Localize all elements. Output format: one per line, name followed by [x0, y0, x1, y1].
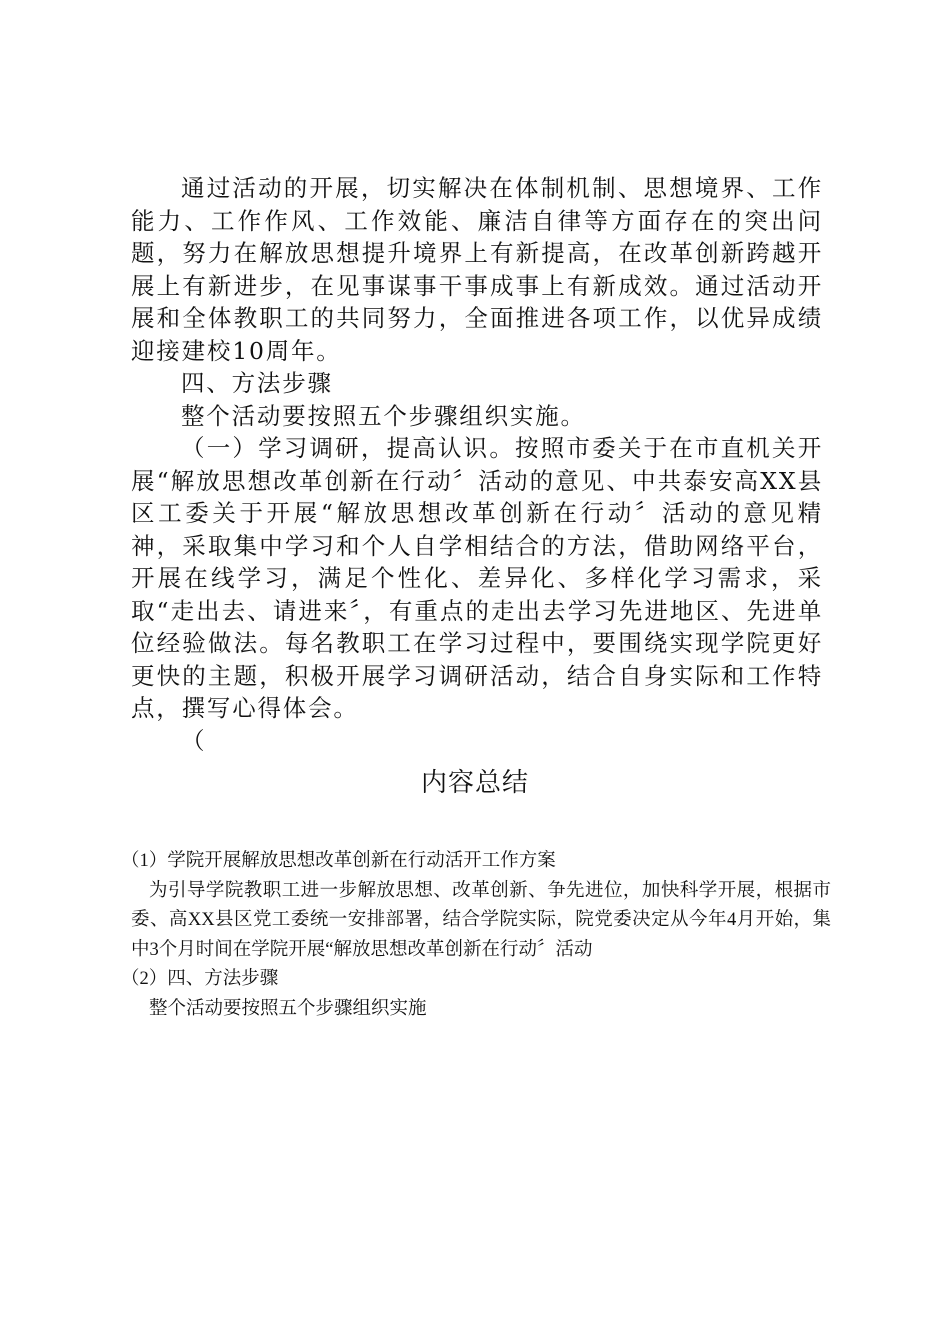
section-heading: 四、方法步骤: [181, 369, 333, 397]
summary-item-heading: （1）学院开展解放思想改革创新在行动活开工作方案: [121, 851, 556, 871]
body-paragraph: 通过活动的开展，切实解决在体制机制、思想境界、工作能力、工作作风、工作效能、廉洁自律等方面存在的突出问题，努力在解放思想提升境界上有新提高，在改革创新跨越开展上有新进步，在见事谋事干事成事上有新成效。通过活动开展和全体教职工的共同努力，全面推进各项工作，以优异成绩迎接建校10周年。: [131, 174, 823, 365]
body-paragraph: 整个活动要按照五个步骤组织实施。: [181, 401, 586, 430]
body-paragraph: （一）学习调研，提高认识。按照市委关于在市直机关开展“解放思想改革创新在行动〞活动的意见、中共泰安高XX县区工委关于开展“解放思想改革创新在行动〞活动的意见精神，采取集中学习和个人自学相结合的方法，借助网络平台，开展在线学习，满足个性化、差异化、多样化学习需求，采取“走出去、请进来〞，有重点的走出去学习先进地区、先进单位经验做法。每名教职工在学习过程中，要围绕实现学院更好更快的主题，积极开展学习调研活动，结合自身实际和工作特点，撰写心得体会。: [131, 434, 823, 722]
summary-section: [121, 847, 831, 1024]
summary-item-heading: （2）四、方法步骤: [121, 969, 279, 989]
summary-item-text: 整个活动要按照五个步骤组织实施: [149, 998, 427, 1019]
summary-item-text: 为引导学院教职工进一步解放思想、改革创新、争先进位，加快科学开展，根据市委、高XX县区党工委统一安排部署，结合学院实际，院党委决定从今年4月开始，集中3个月时间在学院开展“解放思想改革创新在行动〞活动: [131, 880, 831, 960]
main-body-text: [131, 172, 823, 757]
summary-title: 内容总结: [420, 768, 529, 798]
body-paragraph-fragment: （: [181, 726, 207, 755]
